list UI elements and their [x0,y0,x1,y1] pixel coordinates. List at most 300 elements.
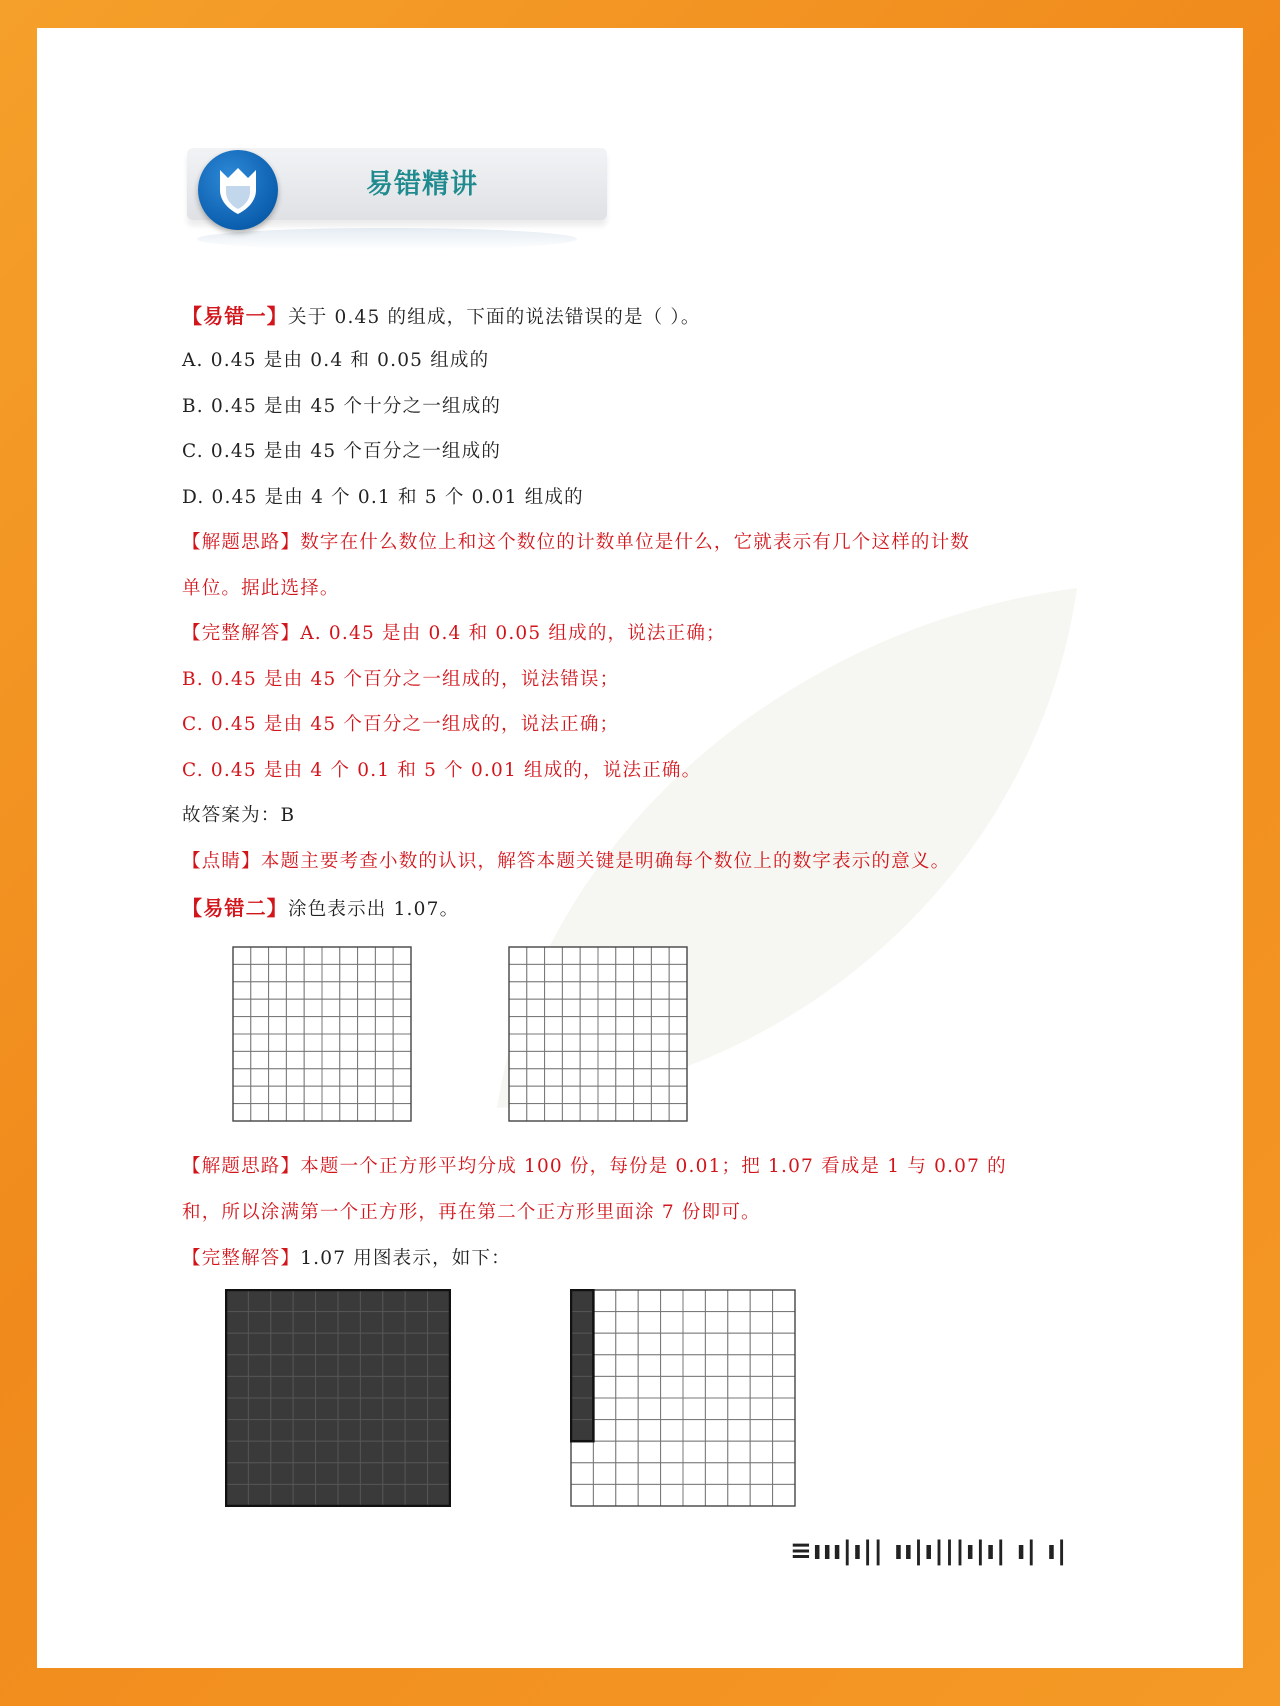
q2-answer-tag: 【完整解答】 [182,1248,301,1269]
grid-cell [593,1420,615,1442]
grid-cell [728,1355,750,1377]
grid-cell [593,1333,615,1355]
grid-cell-shaded [428,1333,450,1355]
q1-option-d: D. 0.45 是由 4 个 0.1 和 5 个 0.01 组成的 [182,487,584,508]
grid-cell [286,999,304,1016]
grid-cell [580,964,598,981]
grid-cell [705,1463,727,1485]
grid-cell-shaded [271,1312,293,1334]
grid-cell [269,1086,287,1103]
grid-cell [286,964,304,981]
grid-cell [340,1017,358,1034]
grid-cell [509,964,527,981]
grid-cell [509,1104,527,1121]
grid-cell [651,1051,669,1068]
grid-cell [545,1069,563,1086]
grid-cell-shaded [428,1290,450,1312]
grid-cell [598,982,616,999]
grid-cell [304,947,322,964]
grid-cell [233,1034,251,1051]
grid-cell [593,1484,615,1506]
grid-cell [527,964,545,981]
grid-cell [705,1312,727,1334]
grid-cell-shaded [226,1484,248,1506]
grid-cell-shaded [360,1312,382,1334]
grid-cell [286,1051,304,1068]
grid-cell [634,964,652,981]
grid-cell [705,1290,727,1312]
grid-cell-shaded [226,1290,248,1312]
grid-cell [393,1104,411,1121]
grid-cell [773,1441,795,1463]
grid-cell [661,1441,683,1463]
q2-question-line [182,892,459,921]
grid-cell [683,1398,705,1420]
grid-cell [773,1355,795,1377]
grid-cell [638,1441,660,1463]
grid-cell-shaded [293,1376,315,1398]
grid-cell [571,1441,593,1463]
grid-cell [358,999,376,1016]
grid-cell [669,982,687,999]
grid-cell-shaded [293,1420,315,1442]
q1-answer-tag: 【完整解答】 [182,623,301,644]
grid-cell [304,1086,322,1103]
grid-cell-shaded [338,1398,360,1420]
grid-cell [669,964,687,981]
grid-cell [358,1051,376,1068]
grid-cell [616,1017,634,1034]
grid-cell [269,1069,287,1086]
q1-thinking-line1 [182,528,970,554]
grid-cell-shaded [383,1355,405,1377]
grid-cell [638,1290,660,1312]
grid-cell [598,1017,616,1034]
grid-cell [651,1069,669,1086]
grid-cell-shaded [316,1484,338,1506]
grid-cell [580,1069,598,1086]
grid-cell [322,1104,340,1121]
grid-cell [233,947,251,964]
grid-cell-shaded [360,1333,382,1355]
grid-cell-shaded [338,1355,360,1377]
grid-cell-shaded [383,1484,405,1506]
grid-cell [651,1017,669,1034]
grid-cell [393,1034,411,1051]
grid-cell [571,1463,593,1485]
grid-cell [616,1376,638,1398]
grid-cell [705,1398,727,1420]
grid-cell [393,999,411,1016]
grid-cell-shaded [248,1398,270,1420]
grid-cell [545,1017,563,1034]
grid-cell [286,1069,304,1086]
grid-cell [375,982,393,999]
grid-cell [728,1420,750,1442]
grid-cell-shaded [316,1376,338,1398]
grid-cell-shaded [571,1312,593,1334]
grid-cell-shaded [383,1312,405,1334]
grid-cell-shaded [428,1463,450,1485]
grid-cell [375,1034,393,1051]
q1-answer-c: C. 0.45 是由 45 个百分之一组成的，说法正确； [182,714,620,735]
grid-cell [593,1463,615,1485]
q2-thinking-text: 本题一个正方形平均分成 100 份，每份是 0.01；把 1.07 看成是 1 与 0.07 的 [300,1156,1007,1177]
grid-cell-shaded [248,1484,270,1506]
grid-cell [616,1484,638,1506]
grid-cell-shaded [316,1441,338,1463]
grid-cell-shaded [338,1290,360,1312]
grid-cell [598,964,616,981]
grid-cell [393,1086,411,1103]
grid-cell [750,1420,772,1442]
grid-cell-shaded [248,1420,270,1442]
grid-cell [683,1376,705,1398]
grid-cell [593,1312,615,1334]
grid-cell [251,999,269,1016]
grid-cell [705,1376,727,1398]
grid-cell [705,1420,727,1442]
blank-grid-1 [232,946,412,1122]
grid-cell [527,1034,545,1051]
q1-answer-b: B. 0.45 是由 45 个百分之一组成的，说法错误； [182,669,620,690]
grid-cell [661,1376,683,1398]
grid-cell-shaded [405,1420,427,1442]
grid-cell [527,1104,545,1121]
grid-cell [286,1034,304,1051]
grid-cell [616,1290,638,1312]
grid-cell-shaded [571,1398,593,1420]
grid-cell-shaded [293,1333,315,1355]
grid-cell [598,1034,616,1051]
grid-cell-shaded [383,1398,405,1420]
grid-cell [269,1104,287,1121]
grid-cell [322,947,340,964]
grid-cell [773,1312,795,1334]
grid-cell [750,1333,772,1355]
grid-cell [580,1104,598,1121]
grid-cell [509,1069,527,1086]
grid-cell [562,1017,580,1034]
q1-answer-a: A. 0.45 是由 0.4 和 0.05 组成的，说法正确； [300,623,726,644]
grid-cell-shaded [571,1420,593,1442]
grid-cell-shaded [405,1484,427,1506]
grid-cell [509,999,527,1016]
grid-cell [669,999,687,1016]
grid-cell [773,1333,795,1355]
grid-cell-shaded [271,1290,293,1312]
grid-cell [634,1034,652,1051]
q1-note-line [182,847,950,873]
grid-cell [322,1051,340,1068]
grid-cell [269,1034,287,1051]
grid-cell [545,1034,563,1051]
grid-cell-shaded [428,1398,450,1420]
grid-cell [683,1463,705,1485]
section-title: 易错精讲 [366,169,478,200]
grid-cell [669,1069,687,1086]
grid-cell [358,1034,376,1051]
grid-cell-shaded [405,1312,427,1334]
answer-grid-full [225,1289,451,1507]
grid-cell-shaded [571,1376,593,1398]
grid-cell-shaded [293,1290,315,1312]
grid-cell [638,1398,660,1420]
grid-cell-shaded [360,1420,382,1442]
grid-cell [286,1017,304,1034]
grid-cell [545,1104,563,1121]
grid-cell [750,1441,772,1463]
grid-cell [669,947,687,964]
grid-cell-shaded [271,1333,293,1355]
grid-cell [233,964,251,981]
q1-answer-d: C. 0.45 是由 4 个 0.1 和 5 个 0.01 组成的，说法正确。 [182,760,702,781]
grid-cell [683,1355,705,1377]
grid-cell-shaded [248,1333,270,1355]
grid-cell-shaded [271,1420,293,1442]
grid-cell-shaded [316,1290,338,1312]
grid-cell-shaded [571,1355,593,1377]
grid-cell [233,1104,251,1121]
grid-cell [580,947,598,964]
grid-cell [322,982,340,999]
grid-cell [233,1069,251,1086]
grid-cell-shaded [383,1420,405,1442]
grid-cell [251,1051,269,1068]
grid-cell [393,1051,411,1068]
grid-cell-shaded [383,1441,405,1463]
grid-cell [527,1051,545,1068]
grid-cell [340,947,358,964]
grid-cell [286,982,304,999]
grid-cell [750,1355,772,1377]
grid-cell [233,1017,251,1034]
grid-cell [651,1034,669,1051]
grid-cell-shaded [226,1355,248,1377]
grid-cell [340,1086,358,1103]
grid-cell [304,1104,322,1121]
grid-cell [580,1017,598,1034]
grid-cell [580,1086,598,1103]
grid-cell [661,1355,683,1377]
grid-cell [562,947,580,964]
grid-cell-shaded [428,1355,450,1377]
q2-thinking-tag: 【解题思路】 [182,1156,301,1177]
grid-cell [616,1034,634,1051]
grid-cell-shaded [338,1484,360,1506]
grid-cell [233,999,251,1016]
grid-cell [580,1034,598,1051]
grid-cell [358,1069,376,1086]
grid-cell [773,1484,795,1506]
grid-cell-shaded [405,1290,427,1312]
grid-cell-shaded [405,1441,427,1463]
grid-cell [269,964,287,981]
grid-cell [251,1104,269,1121]
grid-cell [638,1484,660,1506]
grid-cell [322,964,340,981]
grid-cell [509,1034,527,1051]
grid-cell-shaded [271,1484,293,1506]
grid-cell-shaded [293,1463,315,1485]
grid-cell [233,1051,251,1068]
grid-cell [251,1069,269,1086]
grid-cell [593,1398,615,1420]
grid-cell [562,1051,580,1068]
grid-cell-shaded [383,1333,405,1355]
grid-cell [616,1051,634,1068]
grid-cell [661,1333,683,1355]
grid-cell [304,964,322,981]
grid-cell [651,999,669,1016]
grid-cell-shaded [248,1441,270,1463]
grid-cell [683,1333,705,1355]
grid-cell [616,1333,638,1355]
grid-cell-shaded [360,1290,382,1312]
grid-cell [750,1290,772,1312]
grid-cell [728,1290,750,1312]
q2-answer-line [182,1244,511,1270]
grid-cell [571,1484,593,1506]
grid-cell [340,999,358,1016]
grid-cell [251,1086,269,1103]
grid-cell-shaded [428,1484,450,1506]
grid-cell [340,1034,358,1051]
grid-cell [616,982,634,999]
grid-cell [616,1104,634,1121]
grid-cell [304,1069,322,1086]
grid-cell [728,1333,750,1355]
grid-cell-shaded [428,1312,450,1334]
grid-cell-shaded [405,1463,427,1485]
grid-cell [545,999,563,1016]
grid-cell [304,1051,322,1068]
grid-cell [750,1376,772,1398]
q2-thinking-line2: 和，所以涂满第一个正方形，再在第二个正方形里面涂 7 份即可。 [182,1202,761,1223]
grid-cell [683,1420,705,1442]
grid-cell [651,947,669,964]
grid-cell [616,1441,638,1463]
q1-thinking-line2: 单位。据此选择。 [182,578,340,599]
grid-cell [750,1398,772,1420]
grid-cell [683,1312,705,1334]
q2-thinking-line1 [182,1152,1007,1178]
grid-cell [358,1086,376,1103]
grid-cell [393,982,411,999]
grid-cell [562,1104,580,1121]
grid-cell [728,1484,750,1506]
grid-cell [358,1104,376,1121]
grid-cell [375,947,393,964]
grid-cell [669,1017,687,1034]
grid-cell [562,1069,580,1086]
grid-cell [773,1398,795,1420]
grid-cell [375,1017,393,1034]
grid-cell-shaded [338,1333,360,1355]
grid-cell-shaded [428,1420,450,1442]
grid-cell [598,999,616,1016]
grid-cell-shaded [428,1441,450,1463]
grid-cell [593,1376,615,1398]
grid-cell [669,1051,687,1068]
grid-cell-shaded [248,1376,270,1398]
grid-cell-shaded [226,1463,248,1485]
grid-cell-shaded [293,1398,315,1420]
grid-cell-shaded [271,1355,293,1377]
q1-option-b: B. 0.45 是由 45 个十分之一组成的 [182,396,502,417]
grid-cell [358,964,376,981]
q2-answer-text: 1.07 用图表示，如下： [300,1248,511,1269]
grid-cell [616,1398,638,1420]
grid-cell [509,1086,527,1103]
grid-cell [322,1017,340,1034]
q2-question: 涂色表示出 1.07。 [288,899,460,920]
grid-cell [598,1104,616,1121]
grid-cell [375,1104,393,1121]
grid-cell [545,982,563,999]
grid-cell-shaded [293,1312,315,1334]
grid-cell [634,947,652,964]
q1-thinking-tag: 【解题思路】 [182,532,301,553]
q1-option-c: C. 0.45 是由 45 个百分之一组成的 [182,441,502,462]
grid-cell-shaded [226,1420,248,1442]
grid-cell [340,982,358,999]
grid-cell [683,1484,705,1506]
q2-tag: 【易错二】 [182,896,288,920]
grid-cell [527,982,545,999]
grid-cell [773,1376,795,1398]
grid-cell [705,1484,727,1506]
grid-cell [251,1034,269,1051]
grid-cell [340,1104,358,1121]
grid-cell [393,964,411,981]
grid-cell-shaded [383,1290,405,1312]
q1-note-tag: 【点睛】 [182,851,261,872]
grid-cell [304,1034,322,1051]
grid-cell [527,1017,545,1034]
grid-cell-shaded [338,1463,360,1485]
grid-cell-shaded [338,1312,360,1334]
blank-grid-2 [508,946,688,1122]
shield-crown-icon [198,150,278,230]
grid-cell [634,1069,652,1086]
grid-cell-shaded [226,1376,248,1398]
grid-cell [340,964,358,981]
grid-cell [638,1333,660,1355]
grid-cell-shaded [248,1312,270,1334]
grid-cell-shaded [405,1355,427,1377]
grid-cell [286,947,304,964]
grid-cell [527,1069,545,1086]
grid-cell [661,1463,683,1485]
grid-cell-shaded [316,1333,338,1355]
grid-cell [562,1034,580,1051]
grid-cell [683,1441,705,1463]
grid-cell [269,1051,287,1068]
grid-cell [598,1051,616,1068]
grid-cell [616,1355,638,1377]
q1-note-text: 本题主要考查小数的认识，解答本题关键是明确每个数位上的数字表示的意义。 [260,851,951,872]
grid-cell-shaded [226,1441,248,1463]
grid-cell [304,982,322,999]
grid-cell [269,1017,287,1034]
grid-cell [527,999,545,1016]
grid-cell [545,947,563,964]
grid-cell [598,1069,616,1086]
grid-cell-shaded [360,1441,382,1463]
grid-cell [638,1312,660,1334]
grid-cell-shaded [338,1441,360,1463]
